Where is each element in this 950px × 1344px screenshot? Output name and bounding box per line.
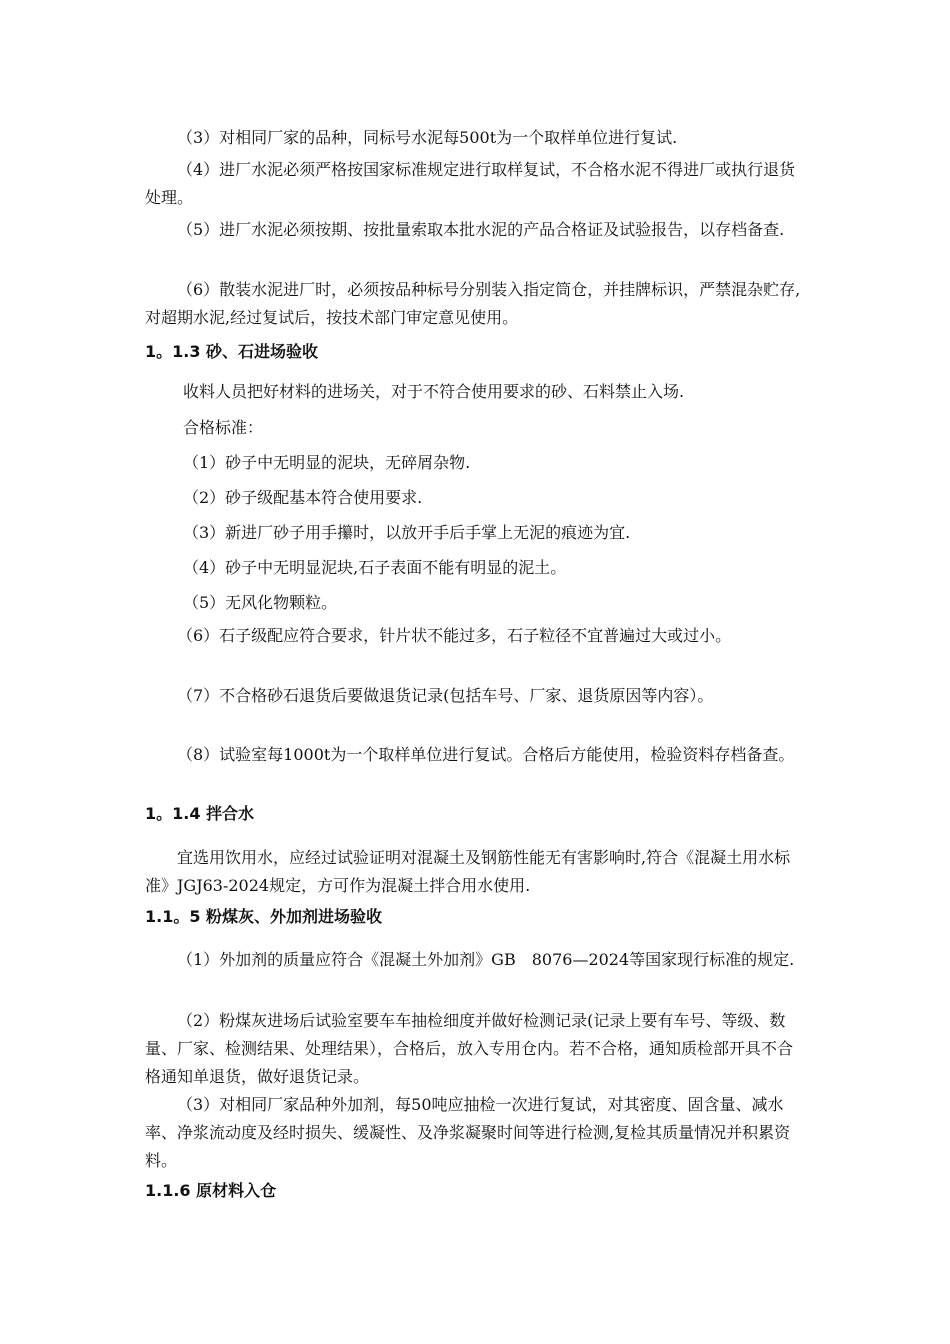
admixture-item-2: （2）粉煤灰进场后试验室要车车抽检细度并做好检测记录(记录上要有车号、等级、数量、厂家、检测结果、处理结果），合格后，放入专用仓内。若不合格，通知质检部开具不合格通知单退货，做好退货记录。 bbox=[145, 1011, 794, 1086]
sand-stone-item-7: （7）不合格砂石退货后要做退货记录(包括车号、厂家、退货原因等内容）。 bbox=[177, 686, 714, 705]
cement-item-5: （5）进厂水泥必须按期、按批量索取本批水泥的产品合格证及试验报告，以存档备查. bbox=[177, 220, 785, 239]
cement-item-3: （3）对相同厂家的品种，同标号水泥每500t为一个取样单位进行复试. bbox=[177, 128, 678, 147]
sand-stone-item-3: （3）新进厂砂子用手攥时，以放开手后手掌上无泥的痕迹为宜. bbox=[183, 523, 631, 542]
mixing-water-text: 宜选用饮用水，应经过试验证明对混凝土及钢筋性能无有害影响时,符合《混凝土用水标准》JGJ63-2024规定，方可作为混凝土拌合用水使用. bbox=[145, 848, 791, 895]
admixture-item-3: （3）对相同厂家品种外加剂，每50吨应抽检一次进行复试，对其密度、固含量、减水率、净浆流动度及经时损失、缓凝性、及净浆凝聚时间等进行检测,复检其质量情况并积累资料。 bbox=[145, 1095, 791, 1170]
section-heading-115: 1.1。5 粉煤灰、外加剂进场验收 bbox=[145, 907, 383, 926]
sand-stone-item-1: （1）砂子中无明显的泥块，无碎屑杂物. bbox=[183, 453, 471, 472]
cement-item-4: （4）进厂水泥必须严格按国家标准规定进行取样复试，不合格水泥不得进厂或执行退货处理。 bbox=[145, 160, 796, 207]
sand-stone-item-5: （5）无风化物颗粒。 bbox=[183, 593, 338, 612]
section-heading-116: 1.1.6 原材料入仓 bbox=[145, 1181, 277, 1200]
sand-stone-intro: 收料人员把好材料的进场关，对于不符合使用要求的砂、石料禁止入场. bbox=[183, 382, 685, 401]
sand-stone-item-4: （4）砂子中无明显泥块,石子表面不能有明显的泥土。 bbox=[183, 558, 567, 577]
sand-stone-item-8: （8）试验室每1000t为一个取样单位进行复试。合格后方能使用，检验资料存档备查。 bbox=[177, 745, 795, 764]
sand-stone-item-2: （2）砂子级配基本符合使用要求. bbox=[183, 488, 423, 507]
sand-stone-item-6: （6）石子级配应符合要求，针片状不能过多，石子粒径不宜普遍过大或过小。 bbox=[177, 626, 732, 645]
section-heading-114: 1。1.4 拌合水 bbox=[145, 804, 255, 823]
admixture-item-1: （1）外加剂的质量应符合《混凝土外加剂》GB 8076—2024等国家现行标准的规定. bbox=[177, 950, 795, 969]
standard-label: 合格标准： bbox=[183, 418, 264, 437]
section-heading-113: 1。1.3 砂、石进场验收 bbox=[145, 342, 319, 361]
cement-item-6: （6）散装水泥进厂时，必须按品种标号分别装入指定筒仓，并挂牌标识，严禁混杂贮存,对超期水泥,经过复试后，按技术部门审定意见使用。 bbox=[145, 280, 801, 327]
